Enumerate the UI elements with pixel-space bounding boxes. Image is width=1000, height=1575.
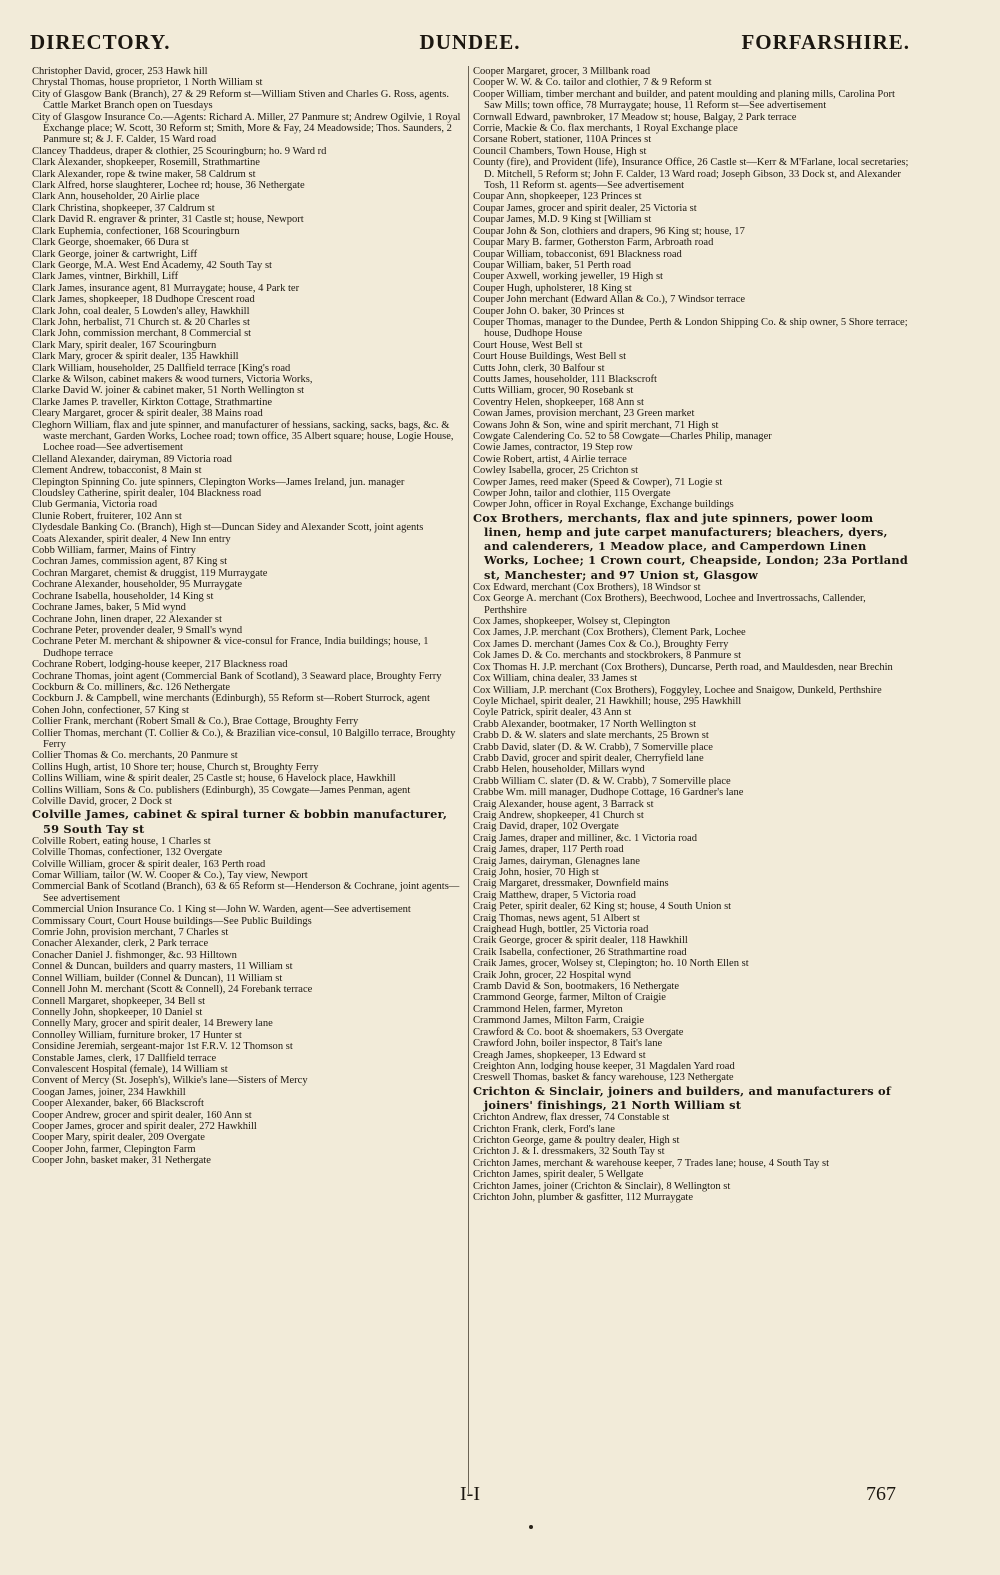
directory-entry: Coupar John & Son, clothiers and drapers, 96 King st; house, 17	[473, 225, 745, 237]
directory-entry: Craig John, hosier, 70 High st	[473, 867, 599, 879]
directory-entry: Coutts James, householder, 111 Blackscroft	[473, 373, 657, 385]
directory-entry: Colville James, cabinet & spiral turner & bobbin manufacturer, 59 South Tay st	[32, 807, 448, 836]
directory-entry: Creagh James, shopkeeper, 13 Edward st	[473, 1049, 646, 1061]
directory-entry: Craig Peter, spirit dealer, 62 King st; house, 4 South Union st	[473, 901, 732, 913]
directory-entry: Craik James, grocer, Wolsey st, Clepington; ho. 10 North Ellen st	[473, 958, 749, 970]
directory-entry: Clark William, householder, 25 Dallfield terrace [King's road	[32, 362, 291, 374]
directory-entry: Craik George, grocer & spirit dealer, 118 Hawkhill	[473, 935, 688, 947]
header-right-title: FORFARSHIRE.	[741, 30, 910, 54]
directory-entry: Crammond Helen, farmer, Myreton	[473, 1003, 623, 1015]
header-center-title: DUNDEE.	[419, 30, 521, 54]
directory-entry: Craig David, draper, 102 Overgate	[473, 821, 619, 833]
directory-entry: Craig Margaret, dressmaker, Downfield mains	[473, 878, 669, 890]
page-number: 767	[866, 1483, 896, 1505]
directory-entry: Connelly John, shopkeeper, 10 Daniel st	[32, 1006, 203, 1018]
directory-entry: Couper Hugh, upholsterer, 18 King st	[473, 282, 632, 294]
directory-entry: Considine Jeremiah, sergeant-major 1st F.R.V. 12 Thomson st	[32, 1041, 293, 1053]
directory-entry: Collins Hugh, artist, 10 Shore ter; house, Church st, Broughty Ferry	[32, 761, 319, 773]
directory-entry: Craik John, grocer, 22 Hospital wynd	[473, 969, 632, 981]
directory-entry: Court House Buildings, West Bell st	[473, 351, 627, 363]
directory-entry: Cooper Andrew, grocer and spirit dealer, 160 Ann st	[32, 1109, 252, 1121]
directory-entry: Craig James, draper, 117 Perth road	[473, 844, 624, 856]
directory-entry: Cockburn & Co. milliners, &c. 126 Nethergate	[32, 681, 231, 693]
directory-entry: Crabb Alexander, bootmaker, 17 North Wellington st	[473, 718, 697, 730]
column-divider	[468, 66, 469, 1494]
directory-entry: Comar William, tailor (W. W. Cooper & Co.), Tay view, Newport	[32, 870, 308, 882]
directory-entry: Clement Andrew, tobacconist, 8 Main st	[32, 465, 202, 477]
directory-entry: Colville Robert, eating house, 1 Charles st	[32, 835, 211, 847]
directory-entry: Collier Frank, merchant (Robert Small & Co.), Brae Cottage, Broughty Ferry	[32, 716, 359, 728]
directory-entry: Cochran Margaret, chemist & druggist, 119 Murraygate	[32, 567, 268, 579]
directory-entry: Cox James, J.P. merchant (Cox Brothers), Clement Park, Lochee	[473, 627, 746, 639]
directory-entry: Clark Mary, grocer & spirit dealer, 135 Hawkhill	[32, 351, 239, 363]
left-column	[32, 66, 464, 1167]
directory-entry: Clark George, shoemaker, 66 Dura st	[32, 237, 189, 249]
directory-entry: Crammond George, farmer, Milton of Craigie	[473, 992, 666, 1004]
directory-entry: Cochrane James, baker, 5 Mid wynd	[32, 602, 186, 614]
directory-entry: Cowper John, officer in Royal Exchange, Exchange buildings	[473, 499, 734, 511]
directory-entry: Commercial Union Insurance Co. 1 King st—John W. Warden, agent—See advertisement	[32, 904, 411, 916]
directory-entry: Cox William, J.P. merchant (Cox Brothers), Foggyley, Lochee and Snaigow, Dunkeld, Perthshire	[473, 684, 882, 696]
directory-entry: Coupar James, grocer and spirit dealer, 25 Victoria st	[473, 202, 697, 214]
directory-entry: Clydesdale Banking Co. (Branch), High st—Duncan Sidey and Alexander Scott, joint agents	[32, 522, 424, 534]
directory-entry: Crichton John, plumber & gasfitter, 112 Murraygate	[473, 1191, 694, 1203]
directory-entry: Clark Alexander, shopkeeper, Rosemill, Strathmartine	[32, 157, 260, 169]
directory-entry: Club Germania, Victoria road	[32, 499, 158, 511]
directory-entry: Cooper W. W. & Co. tailor and clothier, 7 & 9 Reform st	[473, 77, 712, 89]
directory-entry: Cox Brothers, merchants, flax and jute spinners, power loom linen, hemp and jute carpet manufacturers; bleachers, dyers, and calenderers, 1 Meadow place, and Camperdown Linen Works, Lochee; 1 Crown court, Cheapside, London; 23a Portland st, Manchester; and 97 Union st, Glasgow	[473, 510, 908, 582]
directory-entry: Crabb William C. slater (D. & W. Crabb), 7 Somerville place	[473, 775, 731, 787]
directory-entry: Convalescent Hospital (female), 14 William st	[32, 1063, 228, 1075]
directory-entry: Cowley Isabella, grocer, 25 Crichton st	[473, 465, 639, 477]
directory-entry: Cornwall Edward, pawnbroker, 17 Meadow st; house, Balgay, 2 Park terrace	[473, 111, 797, 123]
directory-entry: Council Chambers, Town House, High st	[473, 145, 647, 157]
directory-entry: Collier Thomas & Co. merchants, 20 Panmure st	[32, 750, 238, 762]
directory-entry: Clark John, herbalist, 71 Church st. & 20 Charles st	[32, 316, 250, 328]
directory-entry: Craig Alexander, house agent, 3 Barrack st	[473, 798, 654, 810]
directory-entry: Clark David R. engraver & printer, 31 Castle st; house, Newport	[32, 214, 304, 226]
directory-entry: Cochrane Isabella, householder, 14 King st	[32, 590, 214, 602]
directory-entry: Cox James D. merchant (James Cox & Co.), Broughty Ferry	[473, 638, 729, 650]
directory-entry: Connelly Mary, grocer and spirit dealer, 14 Brewery lane	[32, 1018, 273, 1030]
directory-entry: Conacher Alexander, clerk, 2 Park terrace	[32, 938, 209, 950]
directory-entry: Coupar Ann, shopkeeper, 123 Princes st	[473, 191, 642, 203]
directory-entry: Cochrane Thomas, joint agent (Commercial Bank of Scotland), 3 Seaward place, Broughty Ferry	[32, 670, 442, 682]
directory-entry: Collins William, wine & spirit dealer, 25 Castle st; house, 6 Havelock place, Hawkhill	[32, 773, 396, 785]
directory-entry: Coogan James, joiner, 234 Hawkhill	[32, 1086, 186, 1098]
page-header	[30, 30, 910, 60]
directory-entry: Crichton George, game & poultry dealer, High st	[473, 1134, 680, 1146]
directory-entry: Clepington Spinning Co. jute spinners, Clepington Works—James Ireland, jun. manager	[32, 476, 405, 488]
directory-entry: Connell John M. merchant (Scott & Connell), 24 Forebank terrace	[32, 984, 313, 996]
directory-entry: Creswell Thomas, basket & fancy warehouse, 123 Nethergate	[473, 1072, 734, 1084]
directory-entry: Craig Andrew, shopkeeper, 41 Church st	[473, 809, 644, 821]
directory-entry: Creighton Ann, lodging house keeper, 31 Magdalen Yard road	[473, 1060, 735, 1072]
directory-entry: Clark Euphemia, confectioner, 168 Scouringburn	[32, 225, 240, 237]
directory-entry: Cox Edward, merchant (Cox Brothers), 18 Windsor st	[473, 581, 701, 593]
directory-entry: Clark James, shopkeeper, 18 Dudhope Crescent road	[32, 294, 255, 306]
directory-entry: Cooper Margaret, grocer, 3 Millbank road	[473, 66, 651, 77]
directory-entry: Cooper James, grocer and spirit dealer, 272 Hawkhill	[32, 1120, 257, 1132]
directory-entry: Craig Matthew, draper, 5 Victoria road	[473, 889, 636, 901]
directory-entry: Corrie, Mackie & Co. flax merchants, 1 Royal Exchange place	[473, 123, 738, 135]
directory-entry: Clark James, insurance agent, 81 Murraygate; house, 4 Park ter	[32, 282, 300, 294]
directory-entry: Crichton & Sinclair, joiners and builders, and manufacturers of joiners' finishings, 21 North William st	[473, 1083, 891, 1112]
directory-entry: Cochrane Alexander, householder, 95 Murraygate	[32, 579, 243, 591]
directory-entry: Cleghorn William, flax and jute spinner, and manufacturer of hessians, sacking, sacks, bags, &c. & waste merchant, Garden Works, Lochee road; town office, 35 Albert square; house, Logie House, Lochee road—See advertisement	[32, 419, 454, 454]
directory-entry: Colville William, grocer & spirit dealer, 163 Perth road	[32, 858, 266, 870]
directory-entry: Crabb Helen, householder, Millars wynd	[473, 764, 645, 776]
directory-entry: Colville Thomas, confectioner, 132 Overgate	[32, 847, 223, 859]
directory-entry: Clark Alexander, rope & twine maker, 58 Caldrum st	[32, 168, 256, 180]
directory-entry: Cowper James, reed maker (Speed & Cowper), 71 Logie st	[473, 476, 723, 488]
directory-entry: Connolley William, furniture broker, 17 Hunter st	[32, 1029, 242, 1041]
directory-entry: Crichton James, merchant & warehouse keeper, 7 Trades lane; house, 4 South Tay st	[473, 1157, 829, 1169]
directory-entry: Coyle Patrick, spirit dealer, 43 Ann st	[473, 707, 632, 719]
directory-entry: Craig James, draper and milliner, &c. 1 Victoria road	[473, 832, 697, 844]
directory-entry: Crabb David, slater (D. & W. Crabb), 7 Somerville place	[473, 741, 713, 753]
directory-entry: County (fire), and Provident (life), Insurance Office, 26 Castle st—Kerr & M'Farlane, local secretaries; D. Mitchell, 5 Reform st; John F. Calder, 13 Ward road; Joseph Gibson, 33 Dock st, and Alexander Tosh, 11 Reform st. agents—See advertisement	[473, 157, 909, 192]
directory-entry: Cochrane John, linen draper, 22 Alexander st	[32, 613, 222, 625]
directory-entry: Connel William, builder (Connel & Duncan), 11 William st	[32, 972, 283, 984]
directory-entry: Crichton Andrew, flax dresser, 74 Constable st	[473, 1112, 670, 1124]
directory-entry: Coats Alexander, spirit dealer, 4 New Inn entry	[32, 533, 231, 545]
directory-entry: Cowans John & Son, wine and spirit merchant, 71 High st	[473, 419, 719, 431]
directory-entry: Chrystal Thomas, house proprietor, 1 North William st	[32, 77, 263, 89]
directory-entry: Convent of Mercy (St. Joseph's), Wilkie's lane—Sisters of Mercy	[32, 1075, 308, 1087]
directory-entry: Coupar James, M.D. 9 King st [William st	[473, 214, 652, 226]
directory-entry: Coupar William, baker, 51 Perth road	[473, 259, 632, 271]
directory-entry: Couper Axwell, working jeweller, 19 High st	[473, 271, 663, 283]
directory-entry: Clark John, commission merchant, 8 Commercial st	[32, 328, 252, 340]
directory-entry: Corsane Robert, stationer, 110A Princes st	[473, 134, 652, 146]
directory-entry: Clarke & Wilson, cabinet makers & wood turners, Victoria Works,	[32, 373, 313, 385]
directory-entry: Cox George A. merchant (Cox Brothers), Beechwood, Lochee and Invertrossachs, Callender, Perthshire	[473, 593, 866, 616]
directory-entry: Court House, West Bell st	[473, 339, 583, 351]
directory-entry: Clark Mary, spirit dealer, 167 Scouringburn	[32, 339, 217, 351]
directory-entry: City of Glasgow Insurance Co.—Agents: Richard A. Miller, 27 Panmure st; Andrew Ogilvie, 1 Royal Exchange place; W. Scott, 30 Reform st; Smith, More & Fay, 24 Meadowside; Thos. Saunders, 2 Panmure st; & J. F. Calder, 15 Ward road	[32, 111, 461, 146]
directory-entry: Cutts William, grocer, 90 Rosebank st	[473, 385, 634, 397]
directory-entry: Christopher David, grocer, 253 Hawk hill	[32, 66, 208, 77]
directory-entry: Crammond James, Milton Farm, Craigie	[473, 1015, 645, 1027]
directory-entry: Cochrane Robert, lodging-house keeper, 217 Blackness road	[32, 659, 288, 671]
header-left-title: DIRECTORY.	[30, 30, 171, 54]
directory-entry: Craik Isabella, confectioner, 26 Strathmartine road	[473, 946, 687, 958]
right-column	[473, 66, 909, 1203]
directory-entry: Clark George, M.A. West End Academy, 42 South Tay st	[32, 259, 272, 271]
directory-entry: Collier Thomas, merchant (T. Collier & Co.), & Brazilian vice-consul, 10 Balgillo terrace, Broughty Ferry	[32, 727, 456, 750]
directory-entry: Cox James, shopkeeper, Wolsey st, Clepington	[473, 616, 671, 628]
directory-entry: Colville David, grocer, 2 Dock st	[32, 796, 172, 807]
directory-entry: Cobb William, farmer, Mains of Fintry	[32, 545, 196, 557]
directory-entry: Crabb D. & W. slaters and slate merchants, 25 Brown st	[473, 730, 709, 742]
directory-entry: Craig Thomas, news agent, 51 Albert st	[473, 912, 640, 924]
directory-entry: Couper Thomas, manager to the Dundee, Perth & London Shipping Co. & ship owner, 5 Shore terrace; house, Dudhope House	[473, 316, 908, 340]
directory-entry: Clark Alfred, horse slaughterer, Lochee rd; house, 36 Nethergate	[32, 180, 305, 192]
directory-entry: Crichton James, joiner (Crichton & Sinclair), 8 Wellington st	[473, 1180, 731, 1192]
directory-entry: Cochrane Peter M. merchant & shipowner & vice-consul for France, India buildings; house, 1 Dudhope terrace	[32, 636, 429, 659]
directory-entry: Cloudsley Catherine, spirit dealer, 104 Blackness road	[32, 488, 262, 500]
directory-entry: Coventry Helen, shopkeeper, 168 Ann st	[473, 396, 644, 408]
directory-entry: Crichton Frank, clerk, Ford's lane	[473, 1123, 615, 1135]
directory-entry: Crabb David, grocer and spirit dealer, Cherryfield lane	[473, 752, 704, 764]
directory-entry: Cox Thomas H. J.P. merchant (Cox Brothers), Duncarse, Perth road, and Mauldesden, near Brechin	[473, 661, 893, 673]
directory-entry: Cooper Mary, spirit dealer, 209 Overgate	[32, 1132, 205, 1144]
directory-entry: Cok James D. & Co. merchants and stockbrokers, 8 Panmure st	[473, 650, 742, 662]
directory-entry: Cooper William, timber merchant and builder, and patent moulding and planing mills, Carolina Port Saw Mills; town office, 78 Murraygate; house, 11 Reform st—See advertisement	[473, 88, 895, 112]
directory-entry: Connel & Duncan, builders and quarry masters, 11 William st	[32, 961, 293, 973]
directory-entry: Crichton James, spirit dealer, 5 Wellgate	[473, 1169, 644, 1181]
directory-entry: Clark James, vintner, Birkhill, Liff	[32, 271, 179, 283]
signature-mark: I-I	[460, 1483, 480, 1505]
directory-entry: Cleary Margaret, grocer & spirit dealer, 38 Mains road	[32, 408, 263, 420]
page-footer	[0, 1483, 1000, 1513]
directory-entry: Couper John merchant (Edward Allan & Co.), 7 Windsor terrace	[473, 294, 746, 306]
directory-entry: Collins William, Sons & Co. publishers (Edinburgh), 35 Cowgate—James Penman, agent	[32, 784, 411, 796]
directory-entry: Cutts John, clerk, 30 Balfour st	[473, 362, 605, 374]
directory-entry: Crichton J. & I. dressmakers, 32 South Tay st	[473, 1146, 665, 1158]
directory-entry: Coyle Michael, spirit dealer, 21 Hawkhill; house, 295 Hawkhill	[473, 695, 742, 707]
directory-entry: Couper John O. baker, 30 Princes st	[473, 305, 625, 317]
directory-entry: Cohen John, confectioner, 57 King st	[32, 704, 189, 716]
directory-entry: Clarke David W. joiner & cabinet maker, 51 North Wellington st	[32, 385, 305, 397]
directory-entry: Comrie John, provision merchant, 7 Charles st	[32, 927, 229, 939]
directory-entry: Clunie Robert, fruiterer, 102 Ann st	[32, 510, 182, 522]
print-dot	[529, 1525, 533, 1529]
directory-entry: Crawford John, boiler inspector, 8 Tait's lane	[473, 1038, 663, 1050]
directory-entry: Coupar Mary B. farmer, Gotherston Farm, Arbroath road	[473, 237, 714, 249]
directory-entry: Clancey Thaddeus, draper & clothier, 25 Scouringburn; ho. 9 Ward rd	[32, 145, 327, 157]
directory-entry: Cowie Robert, artist, 4 Airlie terrace	[473, 453, 627, 465]
directory-entry: Craighead Hugh, bottler, 25 Victoria road	[473, 924, 649, 936]
directory-entry: Commissary Court, Court House buildings—See Public Buildings	[32, 915, 312, 927]
directory-entry: Cooper John, farmer, Clepington Farm	[32, 1143, 196, 1155]
directory-entry: Clark Christina, shopkeeper, 37 Caldrum st	[32, 202, 215, 214]
directory-entry: City of Glasgow Bank (Branch), 27 & 29 Reform st—William Stiven and Charles G. Ross, agents. Cattle Market Branch open on Tuesdays	[32, 88, 450, 112]
directory-entry: Cowgate Calendering Co. 52 to 58 Cowgate—Charles Philip, manager	[473, 431, 772, 442]
directory-entry: Cochran James, commission agent, 87 King st	[32, 556, 228, 568]
directory-entry: Cowie James, contractor, 19 Step row	[473, 442, 633, 454]
directory-entry: Cochrane Peter, provender dealer, 9 Small's wynd	[32, 624, 243, 636]
directory-entry: Clarke James P. traveller, Kirkton Cottage, Strathmartine	[32, 396, 273, 408]
directory-entry: Constable James, clerk, 17 Dallfield terrace	[32, 1052, 217, 1064]
directory-entry: Clark John, coal dealer, 5 Lowden's alley, Hawkhill	[32, 305, 250, 317]
directory-entry: Connell Margaret, shopkeeper, 34 Bell st	[32, 995, 206, 1007]
directory-entry: Crawford & Co. boot & shoemakers, 53 Overgate	[473, 1026, 684, 1038]
directory-entry: Craig James, dairyman, Glenagnes lane	[473, 855, 640, 867]
directory-entry: Commercial Bank of Scotland (Branch), 63 & 65 Reform st—Henderson & Cochrane, joint agents—See advertisement	[32, 881, 460, 904]
directory-entry: Conacher Daniel J. fishmonger, &c. 93 Hilltown	[32, 949, 237, 961]
directory-entry: Clark Ann, householder, 20 Airlie place	[32, 191, 200, 203]
directory-entry: Cowper John, tailor and clothier, 115 Overgate	[473, 488, 671, 500]
directory-entry: Cowan James, provision merchant, 23 Green market	[473, 408, 695, 420]
directory-entry: Cooper Alexander, baker, 66 Blackscroft	[32, 1098, 204, 1110]
directory-entry: Cramb David & Son, bootmakers, 16 Nethergate	[473, 981, 680, 993]
directory-entry: Crabbe Wm. mill manager, Dudhope Cottage, 16 Gardner's lane	[473, 787, 744, 799]
directory-entry: Cooper John, basket maker, 31 Nethergate	[32, 1155, 211, 1167]
directory-entry: Cox William, china dealer, 33 James st	[473, 673, 638, 685]
directory-entry: Cockburn J. & Campbell, wine merchants (Edinburgh), 55 Reform st—Robert Sturrock, agent	[32, 693, 430, 705]
directory-entry: Clelland Alexander, dairyman, 89 Victoria road	[32, 453, 232, 465]
directory-entry: Coupar William, tobacconist, 691 Blackness road	[473, 248, 682, 260]
directory-entry: Clark George, joiner & cartwright, Liff	[32, 248, 198, 260]
